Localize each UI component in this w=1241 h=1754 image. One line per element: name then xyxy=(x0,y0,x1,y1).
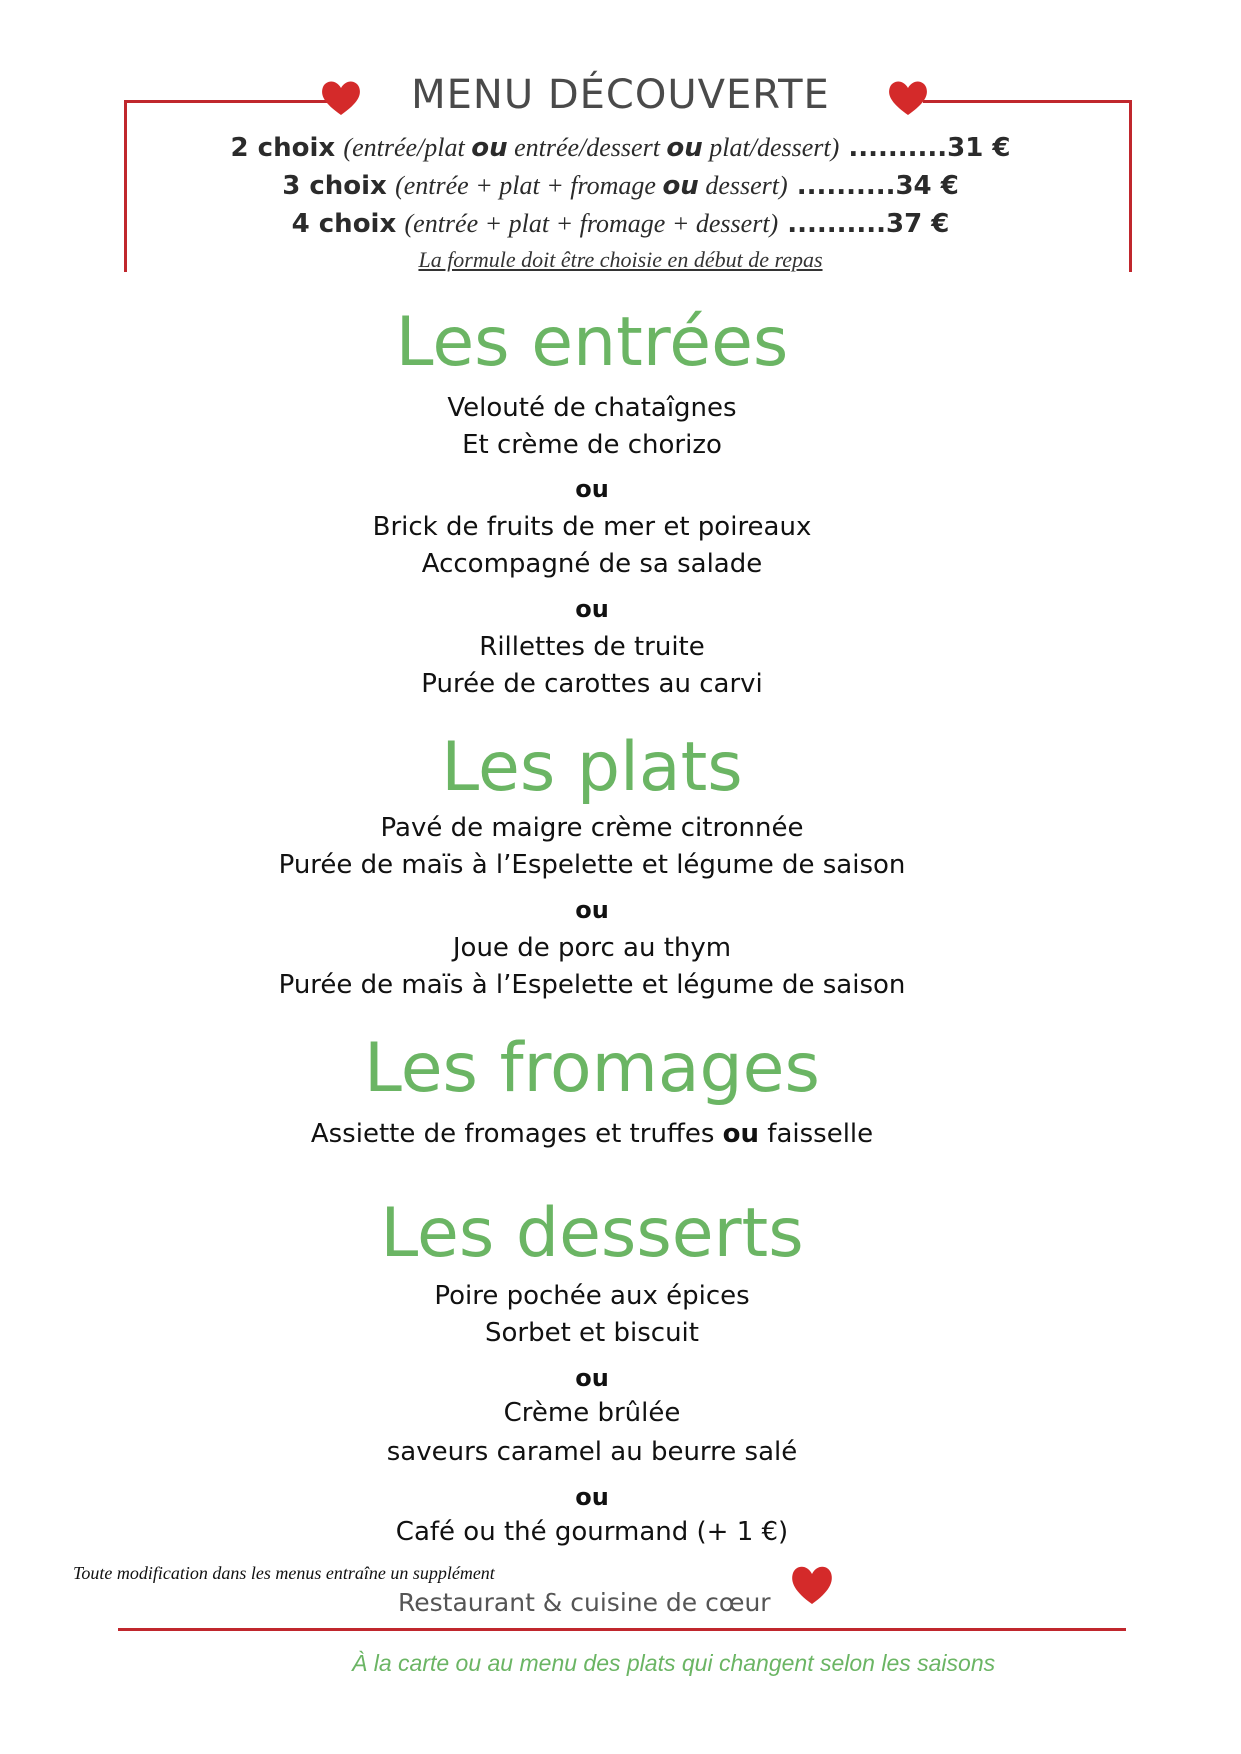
ou-separator: ou xyxy=(575,475,609,503)
formula-choix: 2 choix xyxy=(230,133,336,163)
formula-choix: 4 choix xyxy=(291,209,397,239)
formula-desc: plat/dessert) xyxy=(702,133,840,162)
dish-line: saveurs caramel au beurre salé xyxy=(386,1437,798,1467)
supplement-note: Toute modification dans les menus entraîne un supplément xyxy=(73,1563,495,1583)
menu-title: MENU DÉCOUVERTE xyxy=(411,72,830,118)
section-title-desserts: Les desserts xyxy=(380,1194,804,1273)
formula-dots: .......... xyxy=(787,171,896,201)
formula-dots: .......... xyxy=(839,133,948,163)
dish-line: Purée de maïs à l’Espelette et légume de saison xyxy=(278,970,906,1000)
tagline: À la carte ou au menu des plats qui changent selon les saisons xyxy=(352,1650,996,1676)
formula-choix: 3 choix xyxy=(282,171,387,201)
restaurant-name: Restaurant & cuisine de cœur xyxy=(398,1588,771,1617)
formula-desc: dessert) xyxy=(698,171,788,200)
dish-line: Brick de fruits de mer et poireaux xyxy=(372,512,812,542)
formula-price: 37 € xyxy=(886,209,950,239)
heart-icon xyxy=(790,1564,834,1606)
section-title-entrees: Les entrées xyxy=(395,303,789,382)
formula-ou: ou xyxy=(666,133,703,163)
formula-desc: (entrée/plat xyxy=(343,133,472,162)
formula-price: 34 € xyxy=(895,171,959,201)
formula-4-choix xyxy=(0,209,1241,239)
dish-line: Purée de carottes au carvi xyxy=(421,669,763,699)
formula-ou: ou xyxy=(471,133,508,163)
ou-separator: ou xyxy=(575,896,609,924)
formula-2-choix xyxy=(0,133,1241,163)
dish-text: Assiette de fromages et truffes xyxy=(310,1119,723,1149)
ou-separator: ou xyxy=(575,1364,609,1392)
dish-line: Pavé de maigre crème citronnée xyxy=(380,813,804,843)
dish-text: faisselle xyxy=(759,1119,874,1149)
dish-ou: ou xyxy=(722,1119,760,1149)
section-title-fromages: Les fromages xyxy=(364,1029,820,1108)
dish-line: Joue de porc au thym xyxy=(452,933,732,963)
footer-divider xyxy=(118,1628,1126,1631)
formula-desc: (entrée + plat + fromage + dessert) xyxy=(404,209,779,238)
dish-line: Sorbet et biscuit xyxy=(485,1318,699,1348)
ou-separator: ou xyxy=(575,1483,609,1511)
formula-price: 31 € xyxy=(947,133,1011,163)
formula-desc: (entrée + plat + fromage xyxy=(395,171,663,200)
ou-separator: ou xyxy=(575,595,609,623)
formula-desc: entrée/dessert xyxy=(507,133,667,162)
dish-line: Café ou thé gourmand (+ 1 €) xyxy=(395,1517,789,1547)
section-title-plats: Les plats xyxy=(441,728,743,807)
dish-line-fromages xyxy=(0,1119,1184,1149)
dish-line: Velouté de chataîgnes xyxy=(447,393,737,423)
dish-line: Rillettes de truite xyxy=(479,632,705,662)
dish-line: Et crème de chorizo xyxy=(462,430,722,460)
dish-line: Purée de maïs à l’Espelette et légume de saison xyxy=(278,850,906,880)
dish-line: Crème brûlée xyxy=(503,1398,681,1428)
formula-ou: ou xyxy=(662,171,699,201)
formula-note: La formule doit être choisie en début de repas xyxy=(418,247,823,272)
dish-line: Poire pochée aux épices xyxy=(434,1281,750,1311)
formula-3-choix xyxy=(0,171,1241,201)
formula-dots: .......... xyxy=(778,209,887,239)
dish-line: Accompagné de sa salade xyxy=(421,549,763,579)
